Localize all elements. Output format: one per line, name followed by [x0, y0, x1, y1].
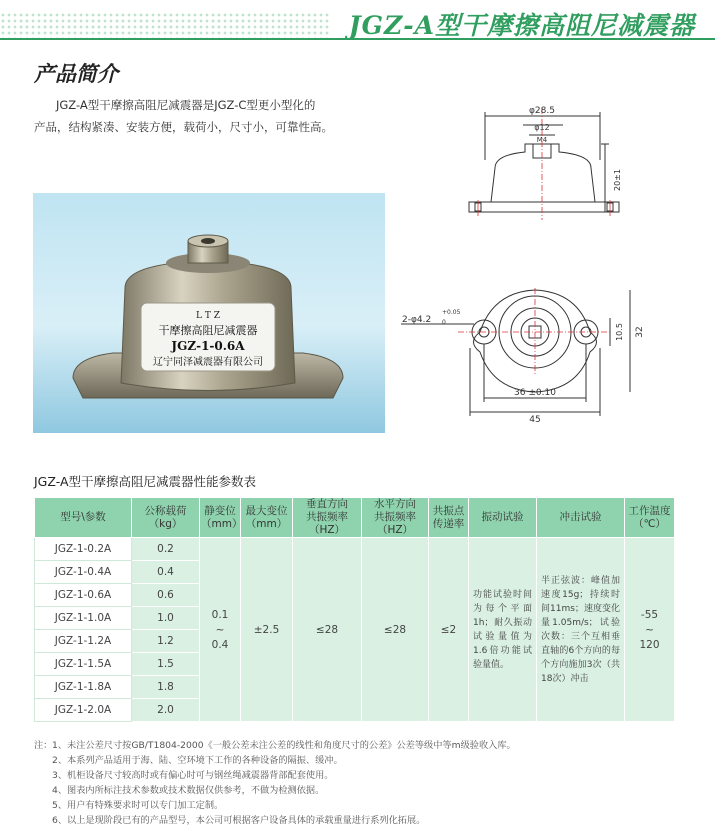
- static-top: 0.1: [211, 608, 229, 621]
- header-transmissibility: 共振点 传递率: [429, 498, 469, 538]
- cell-load: 0.2: [132, 538, 200, 561]
- notes-label: 注：: [34, 740, 53, 751]
- cell-vert-freq: ≤28: [293, 538, 362, 722]
- header-shock: 冲击试验: [537, 498, 625, 538]
- dim-height: 20±1: [613, 169, 622, 191]
- cell-load: 1.8: [132, 676, 200, 699]
- header-static: 静变位 （mm）: [200, 498, 241, 538]
- dim-tol-upper: +0.05: [442, 309, 461, 316]
- cell-vibration: 功能试验时间为每个平面1h；耐久振动试验量值为1.6倍功能试验量值。: [469, 538, 537, 722]
- note-item: 2、本系列产品适用于海、陆、空环境下工作的各种设备的隔振、缓冲。: [52, 755, 343, 766]
- spec-table: [34, 497, 675, 722]
- cell-model: JGZ-1-1.0A: [35, 607, 132, 630]
- cell-model: JGZ-1-0.2A: [35, 538, 132, 561]
- static-bottom: 0.4: [211, 638, 229, 651]
- note-item: 6、以上是现阶段已有的产品型号，本公司可根据客户设备具体的承载重量进行系列化拓展。: [52, 815, 426, 826]
- section-heading: 产品简介: [34, 61, 118, 86]
- label-brand: L T Z: [196, 311, 220, 321]
- cell-model: JGZ-1-2.0A: [35, 699, 132, 722]
- top-view-drawing: [398, 272, 668, 424]
- cell-model: JGZ-1-1.2A: [35, 630, 132, 653]
- static-mid: ~: [215, 623, 225, 636]
- temp-mid: ~: [645, 623, 654, 636]
- damper-illustration: [33, 193, 385, 433]
- note-item: 1、未注公差尺寸按GB/T1804-2000《一般公差未注公差的线性和角度尺寸的公差》公差等级中等m级验收入库。: [52, 740, 516, 751]
- cell-model: JGZ-1-0.6A: [35, 584, 132, 607]
- page-title: JGZ-A型干摩擦高阻尼减震器: [348, 11, 695, 40]
- cell-shock: 半正弦波：峰值加速度15g；持续时间11ms；速度变化量1.05m/s；试验次数：三个互相垂直轴的6个方向的每个方向施加3次（共18次）冲击: [537, 538, 625, 722]
- note-item: 5、用户有特殊要求时可以专门加工定制。: [52, 800, 224, 811]
- header-temp: 工作温度 （℃）: [625, 498, 675, 538]
- cell-load: 0.4: [132, 561, 200, 584]
- cell-static: [200, 538, 241, 722]
- cell-model: JGZ-1-0.4A: [35, 561, 132, 584]
- dim-thread: M4: [536, 136, 548, 144]
- dim-inner-width: 10.5: [615, 323, 624, 341]
- product-photo: [33, 193, 385, 433]
- dim-holes: 2-φ4.2: [402, 315, 432, 325]
- cell-load: 1.0: [132, 607, 200, 630]
- table-title: JGZ-A型干摩擦高阻尼减震器性能参数表: [34, 474, 257, 489]
- note-item: 4、图表内所标注技术参数或技术数据仅供参考，不做为检测依据。: [52, 785, 325, 796]
- cell-load: 0.6: [132, 584, 200, 607]
- cell-transmissibility: ≤2: [429, 538, 469, 722]
- temp-bottom: 120: [639, 638, 660, 651]
- header-max-disp: 最大变位 （mm）: [241, 498, 293, 538]
- note-item: 3、机柜设备尺寸较高时或有偏心时可与钢丝绳减震器背部配套使用。: [52, 770, 334, 781]
- header-horiz-freq: 水平方向 共振频率（HZ）: [362, 498, 429, 538]
- table-header-row: [35, 498, 675, 538]
- cell-model: JGZ-1-1.5A: [35, 653, 132, 676]
- dim-width: 32: [635, 326, 645, 338]
- cell-load: 1.5: [132, 653, 200, 676]
- cell-horiz-freq: ≤28: [362, 538, 429, 722]
- intro-line-1: JGZ-A型干摩擦高阻尼减震器是JGZ-C型更小型化的: [56, 98, 316, 112]
- label-name: 干摩擦高阻尼减震器: [158, 324, 258, 337]
- dim-length: 45: [529, 415, 541, 424]
- dim-spacing: 36 ±0.10: [514, 388, 556, 398]
- dim-outer: φ28.5: [529, 106, 555, 116]
- intro-paragraph: [34, 94, 394, 138]
- header-vert-freq: 垂直方向 共振频率（HZ）: [293, 498, 362, 538]
- table-row: [35, 538, 675, 561]
- cell-load: 1.2: [132, 630, 200, 653]
- notes-section: [34, 738, 694, 828]
- label-company: 辽宁同泽减震器有限公司: [153, 357, 263, 368]
- header-model: 型号\参数: [35, 498, 132, 538]
- dim-tol-lower: 0: [442, 319, 446, 326]
- intro-line-2: 产品，结构紧凑、安装方便，载荷小，尺寸小，可靠性高。: [34, 120, 333, 134]
- dim-inner: φ12: [534, 123, 550, 132]
- cell-temp: [625, 538, 675, 722]
- cell-max-disp: ±2.5: [241, 538, 293, 722]
- cell-load: 2.0: [132, 699, 200, 722]
- label-model: JGZ-1-0.6A: [171, 339, 245, 353]
- side-view-drawing: [455, 100, 635, 225]
- header-load: 公称载荷 （kg）: [132, 498, 200, 538]
- header-band: [0, 0, 715, 46]
- header-dot-pattern: [0, 12, 330, 38]
- header-vibration: 振动试验: [469, 498, 537, 538]
- cell-model: JGZ-1-1.8A: [35, 676, 132, 699]
- temp-top: -55: [640, 608, 659, 621]
